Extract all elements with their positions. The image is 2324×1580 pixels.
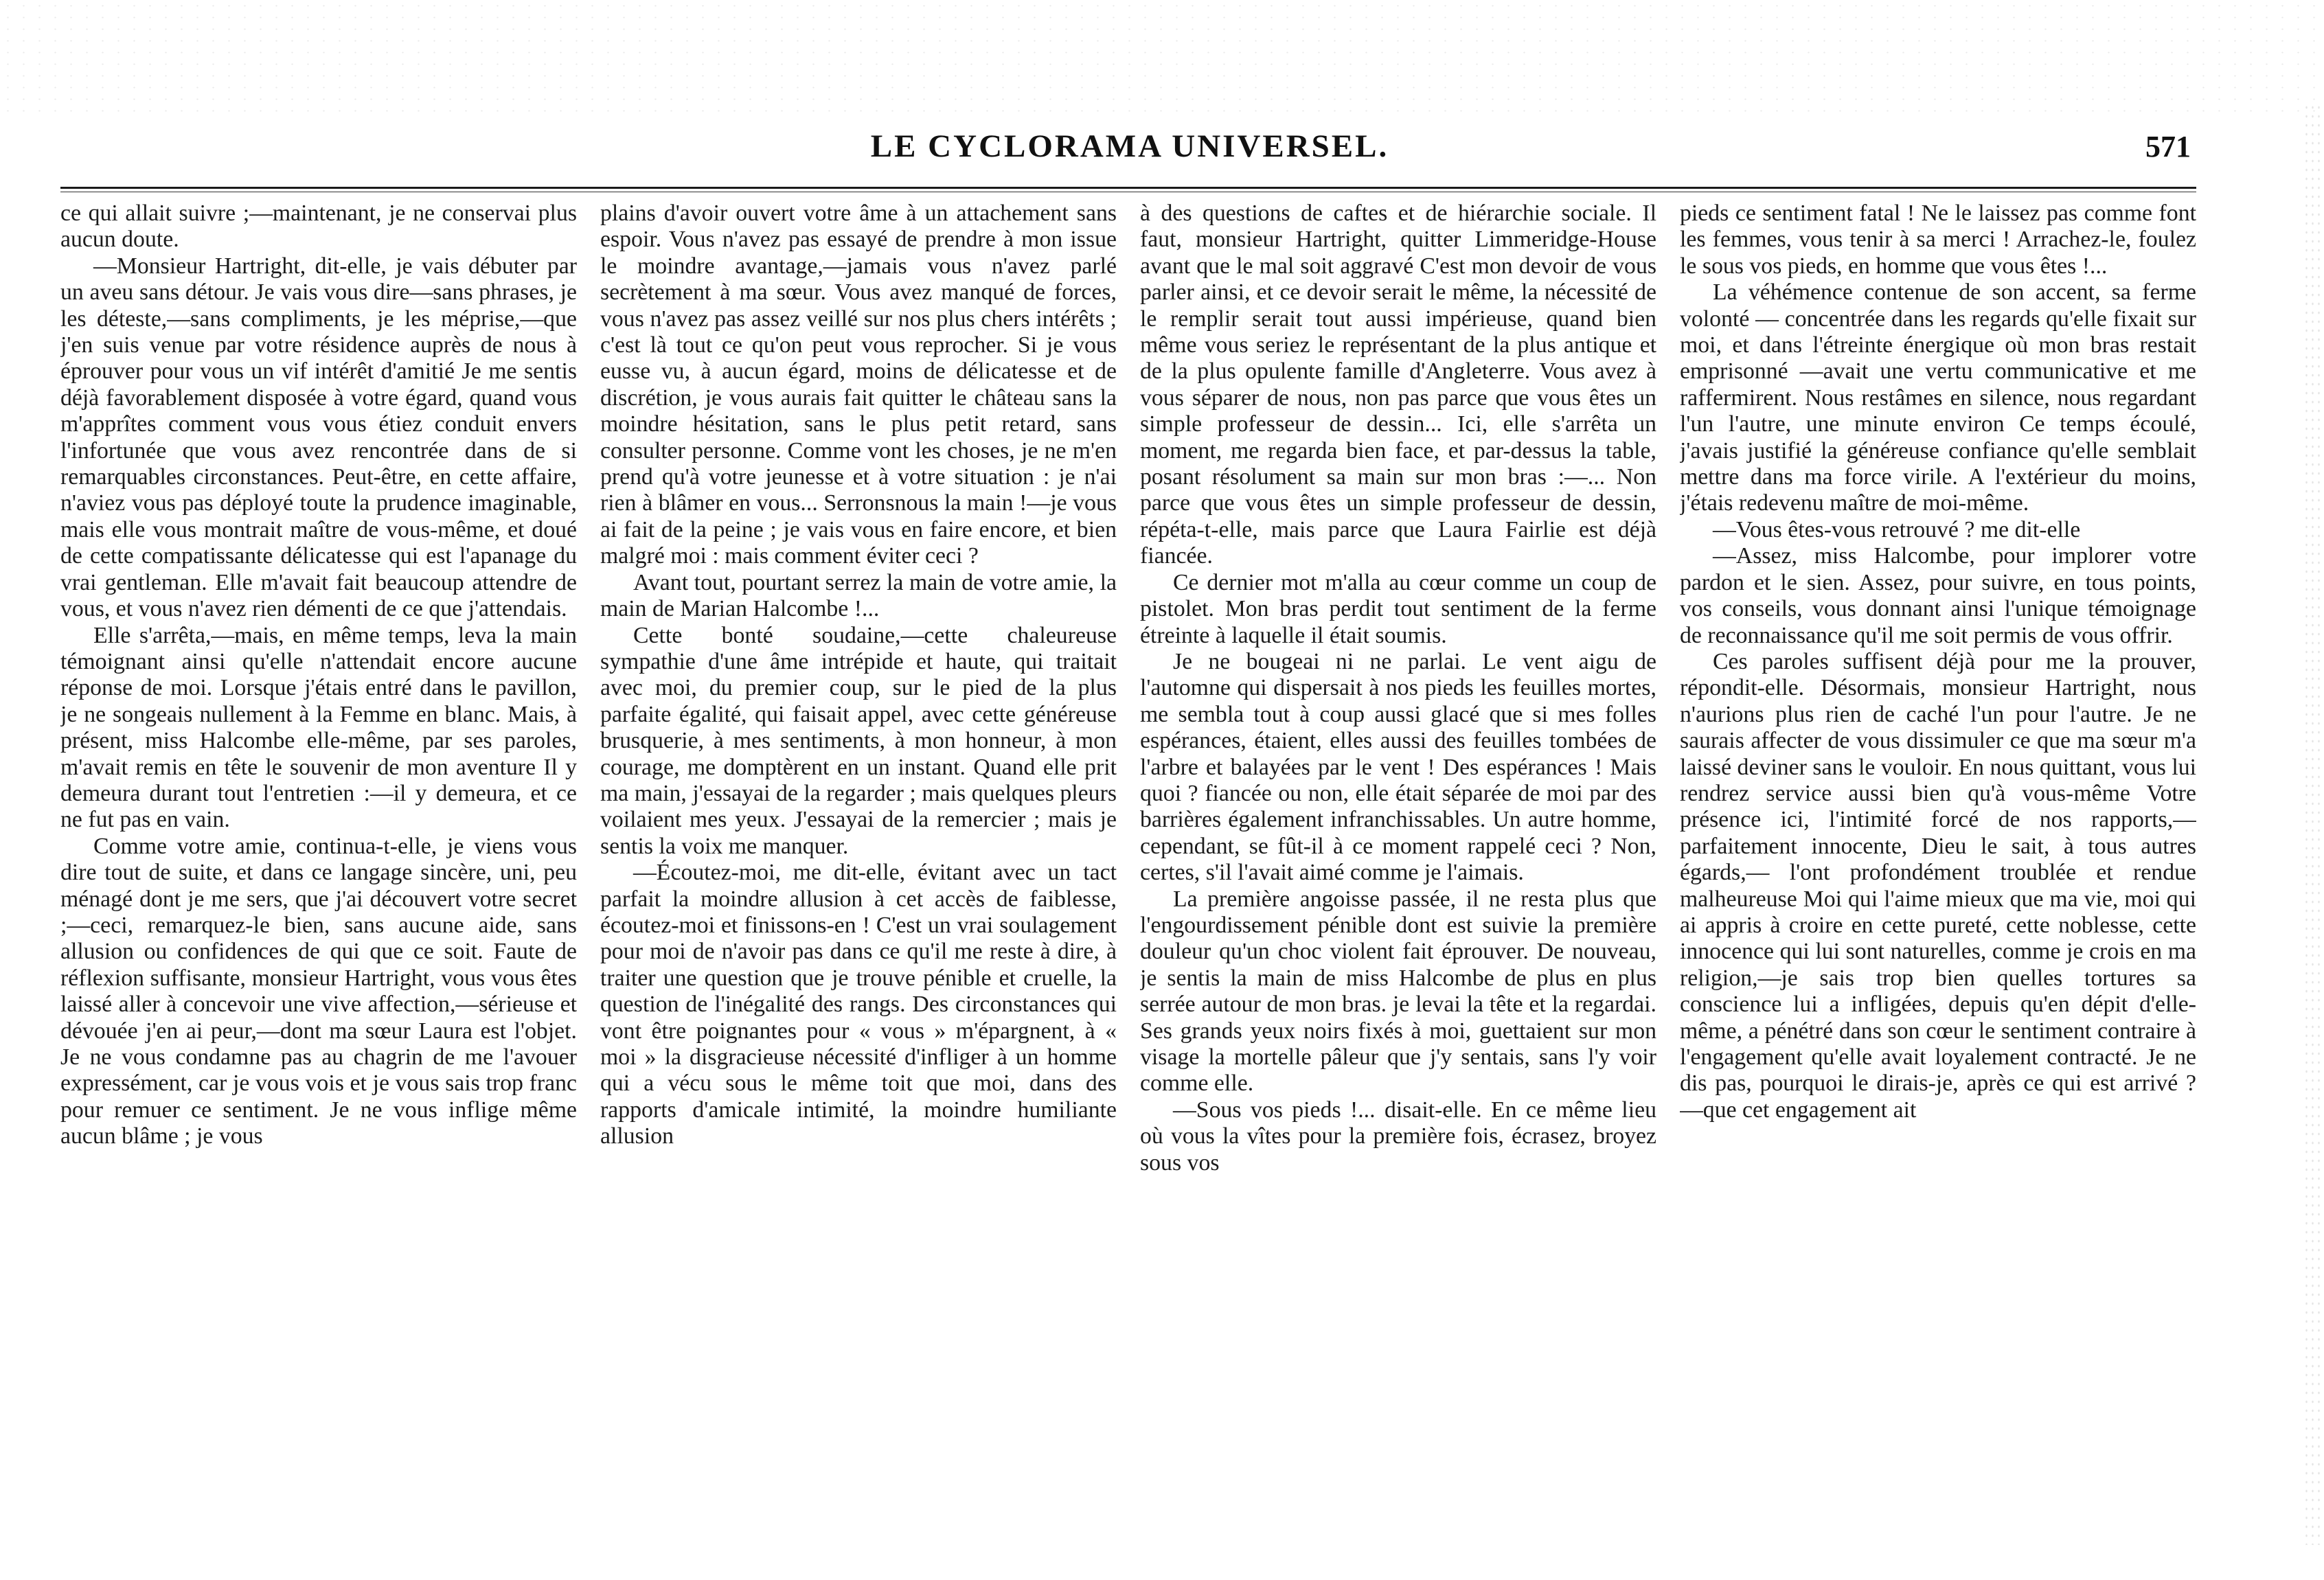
text-column-4 xyxy=(1680,201,2196,1557)
paragraph: pieds ce sentiment fatal ! Ne le laissez pas comme font les femmes, vous tenir à sa merci ! Arrachez-le, foulez le sous vos pieds, en homme que vous êtes !... xyxy=(1680,201,2196,279)
paragraph: Ces paroles suffisent déjà pour me la prouver, répondit-elle. Désormais, monsieur Hartright, nous n'aurions plus rien de caché l'un pour l'autre. Je ne saurais affecter de vous dissimuler ce que ma sœur m'a laissé deviner sans le vouloir. En nous quittant, vous lui rendrez service aussi bien qu'à vous-même Votre présence ici, l'intimité forcé de nos rapports,—parfaitement innocente, Dieu le sait, à tous autres égards,— l'ont profondément troublée et rendue malheureuse Moi qui l'aime mieux que ma vie, moi qui ai appris à croire en cette pureté, cette noblesse, cette innocence qui lui sont naturelles, comme je crois en ma religion,—je sais trop bien quelles tortures sa conscience lui a infligées, depuis qu'en dépit d'elle-même, a pénétré dans son cœur le sentiment contraire à l'engagement qu'elle avait loyalement contracté. Je ne dis pas, pourquoi le dirais-je, après ce qui est arrivé ?—que cet engagement ait xyxy=(1680,648,2196,1123)
header-rule xyxy=(60,187,2196,189)
paragraph: —Sous vos pieds !... disait-elle. En ce même lieu où vous la vîtes pour la première fois, écrasez, broyez sous vos xyxy=(1140,1097,1656,1176)
paragraph: Cette bonté soudaine,—cette chaleureuse sympathie d'une âme intrépide et haute, qui traitait avec moi, du premier coup, sur le pied de la plus parfaite égalité, qui faisait appel, avec cette généreuse brusquerie, à mes sentiments, à mon honneur, à mon courage, me domptèrent en un instant. Quand elle prit ma main, j'essayai de la regarder ; mais quelques pleurs voilaient mes yeux. J'essayai de la remercier ; mais je sentis la voix me manquer. xyxy=(600,622,1117,859)
paragraph: Je ne bougeai ni ne parlai. Le vent aigu de l'automne qui dispersait à nos pieds les feuilles mortes, me sembla tout à coup aussi glacé que si mes folles espérances, étaient, elles aussi des feuilles tombées de l'arbre et balayées par le vent ! Des espérances ! Mais quoi ? fiancée ou non, elle était séparée de moi par des barrières également infranchissables. Un autre homme, cependant, se fût-il à ce moment rappelé ceci ? Non, certes, s'il l'avait aimé comme je l'aimais. xyxy=(1140,648,1656,886)
paragraph: plains d'avoir ouvert votre âme à un attachement sans espoir. Vous n'avez pas essayé de prendre à mon issue le moindre avantage,—jamais vous n'avez parlé secrètement à ma sœur. Vous avez manqué de forces, vous n'avez pas assez veillé sur nos plus chers intérêts ; c'est là tout ce qu'on peut vous reprocher. Si je vous eusse vu, à aucun égard, moins de délicatesse et de discrétion, je vous aurais fait quitter le château sans la moindre hésitation, sans le plus petit retard, sans consulter personne. Comme vont les choses, je ne m'en prend qu'à votre jeunesse et à votre situation : je n'ai rien à blâmer en vous... Serronsnous la main !—je vous ai fait de la peine ; je vais vous en faire encore, et bien malgré moi : mais comment éviter ceci ? xyxy=(600,201,1117,569)
text-column-1 xyxy=(60,201,577,1557)
paragraph: La véhémence contenue de son accent, sa ferme volonté — concentrée dans les regards qu'elle fixait sur moi, et dans l'étreinte énergique où mon bras restait emprisonné —avait une vertu communicative et me raffermirent. Nous restâmes en silence, nous regardant l'un l'autre, une minute environ Ce temps écoulé, j'avais justifié la généreuse confiance qu'elle semblait mettre dans ma force virile. A l'extérieur du moins, j'étais redevenu maître de moi-même. xyxy=(1680,279,2196,516)
paragraph: —Monsieur Hartright, dit-elle, je vais débuter par un aveu sans détour. Je vais vous dire—sans phrases, je les déteste,—sans compliments, je les méprise,—que j'en suis venue par votre résidence auprès de nous à éprouver pour vous un vif intérêt d'amitié Je me sentis déjà favorablement disposée à votre égard, quand vous m'apprîtes comment vous vous étiez conduit envers l'infortunée que vous avez rencontrée dans de si remarquables circonstances. Peut-être, en cette affaire, n'aviez vous pas déployé toute la prudence imaginable, mais elle vous montrait maître de vous-même, et doué de cette compatissante délicatesse qui est l'apanage du vrai gentleman. Elle m'avait fait beaucoup attendre de vous, et vous n'avez rien démenti de ce que j'attendais. xyxy=(60,253,577,622)
page-number: 571 xyxy=(2145,130,2191,163)
paragraph: —Vous êtes-vous retrouvé ? me dit-elle xyxy=(1713,516,2081,542)
paragraph: Elle s'arrêta,—mais, en même temps, leva la main témoignant ainsi qu'elle n'attendait encore aucune réponse de moi. Lorsque j'étais entré dans le pavillon, je ne songeais nullement à la Femme en blanc. Mais, à présent, miss Halcombe elle-même, par ses paroles, m'avait remis en tête le souvenir de mon aventure Il y demeura durant tout l'entretien :—il y demeura, et ce ne fut pas en vain. xyxy=(60,622,577,833)
journal-title: LE CYCLORAMA UNIVERSEL. xyxy=(870,128,1389,164)
article-body xyxy=(60,201,2196,1557)
paragraph: Avant tout, pourtant serrez la main de votre amie, la main de Marian Halcombe !... xyxy=(600,569,1117,622)
paper-speckle-top xyxy=(0,0,2324,117)
paragraph: —Écoutez-moi, me dit-elle, évitant avec un tact parfait la moindre allusion à cet accès de faiblesse, écoutez-moi et finissons-en ! C'est un vrai soulagement pour moi de n'avoir pas dans ce qu'il me reste à dire, à traiter une question que je trouve pénible et cruelle, la question de l'inégalité des rangs. Des circonstances qui vont être poignantes pour « vous » m'épargnent, à « moi » la disgracieuse nécessité d'infliger à un homme qui a vécu sous le même toit que moi, dans des rapports d'amicale intimité, la moindre humiliante allusion xyxy=(600,860,1117,1149)
text-column-3 xyxy=(1140,201,1656,1557)
paragraph: Comme votre amie, continua-t-elle, je viens vous dire tout de suite, et dans ce langage sincère, uni, peu ménagé dont je me sers, que j'ai découvert votre secret ;—ceci, remarquez-le bien, sans aucune aide, sans allusion ou confidences de qui que ce soit. Faute de réflexion suffisante, monsieur Hartright, vous vous êtes laissé aller à concevoir une vive affection,—sérieuse et dévouée j'en ai peur,—dont ma sœur Laura est l'objet. Je ne vous condamne pas au chagrin de me l'avouer expressément, car je vous vois et je vous sais trop franc pour remuer ce sentiment. Je ne vous inflige même aucun blâme ; je vous xyxy=(60,833,577,1149)
paragraph: ce qui allait suivre ;—maintenant, je ne conservai plus aucun doute. xyxy=(60,201,577,253)
paragraph: La première angoisse passée, il ne resta plus que l'engourdissement pénible dont est suivie la première douleur qu'un choc violent fait éprouver. De nouveau, je sentis la main de miss Halcombe de plus en plus serrée autour de mon bras. je levai la tête et la regardai. Ses grands yeux noirs fixés à moi, guettaient sur mon visage la mortelle pâleur que j'y sentais, sans l'y voir comme elle. xyxy=(1140,886,1656,1097)
page-header xyxy=(69,128,2191,177)
paragraph: Ce dernier mot m'alla au cœur comme un coup de pistolet. Mon bras perdit tout sentiment de la ferme étreinte à laquelle il était soumis. xyxy=(1140,569,1656,648)
text-column-2 xyxy=(600,201,1117,1557)
paragraph: à des questions de caftes et de hiérarchie sociale. Il faut, monsieur Hartright, quitter Limmeridge-House avant que le mal soit aggravé C'est mon devoir de vous parler ainsi, et ce devoir serait le même, la nécessité de le remplir serait tout aussi impérieuse, quand bien même vous seriez le représentant de la plus antique et de la plus opulente famille d'Angleterre. Vous avez à vous séparer de nous, non pas parce que vous êtes un simple professeur de dessin... Ici, elle s'arrêta un moment, me regarda bien face, et par-dessus la table, posant résolument sa main sur mon bras :—... Non parce que vous êtes un simple professeur de dessin, répéta-t-elle, mais parce que Laura Fairlie est déjà fiancée. xyxy=(1140,201,1656,569)
paragraph: —Assez, miss Halcombe, pour implorer votre pardon et le sien. Assez, pour suivre, en tous points, vos conseils, vous donnant ainsi l'unique témoignage de reconnaissance qu'il me soit permis de vous offrir. xyxy=(1680,543,2196,648)
paper-speckle-right xyxy=(2303,103,2324,1545)
